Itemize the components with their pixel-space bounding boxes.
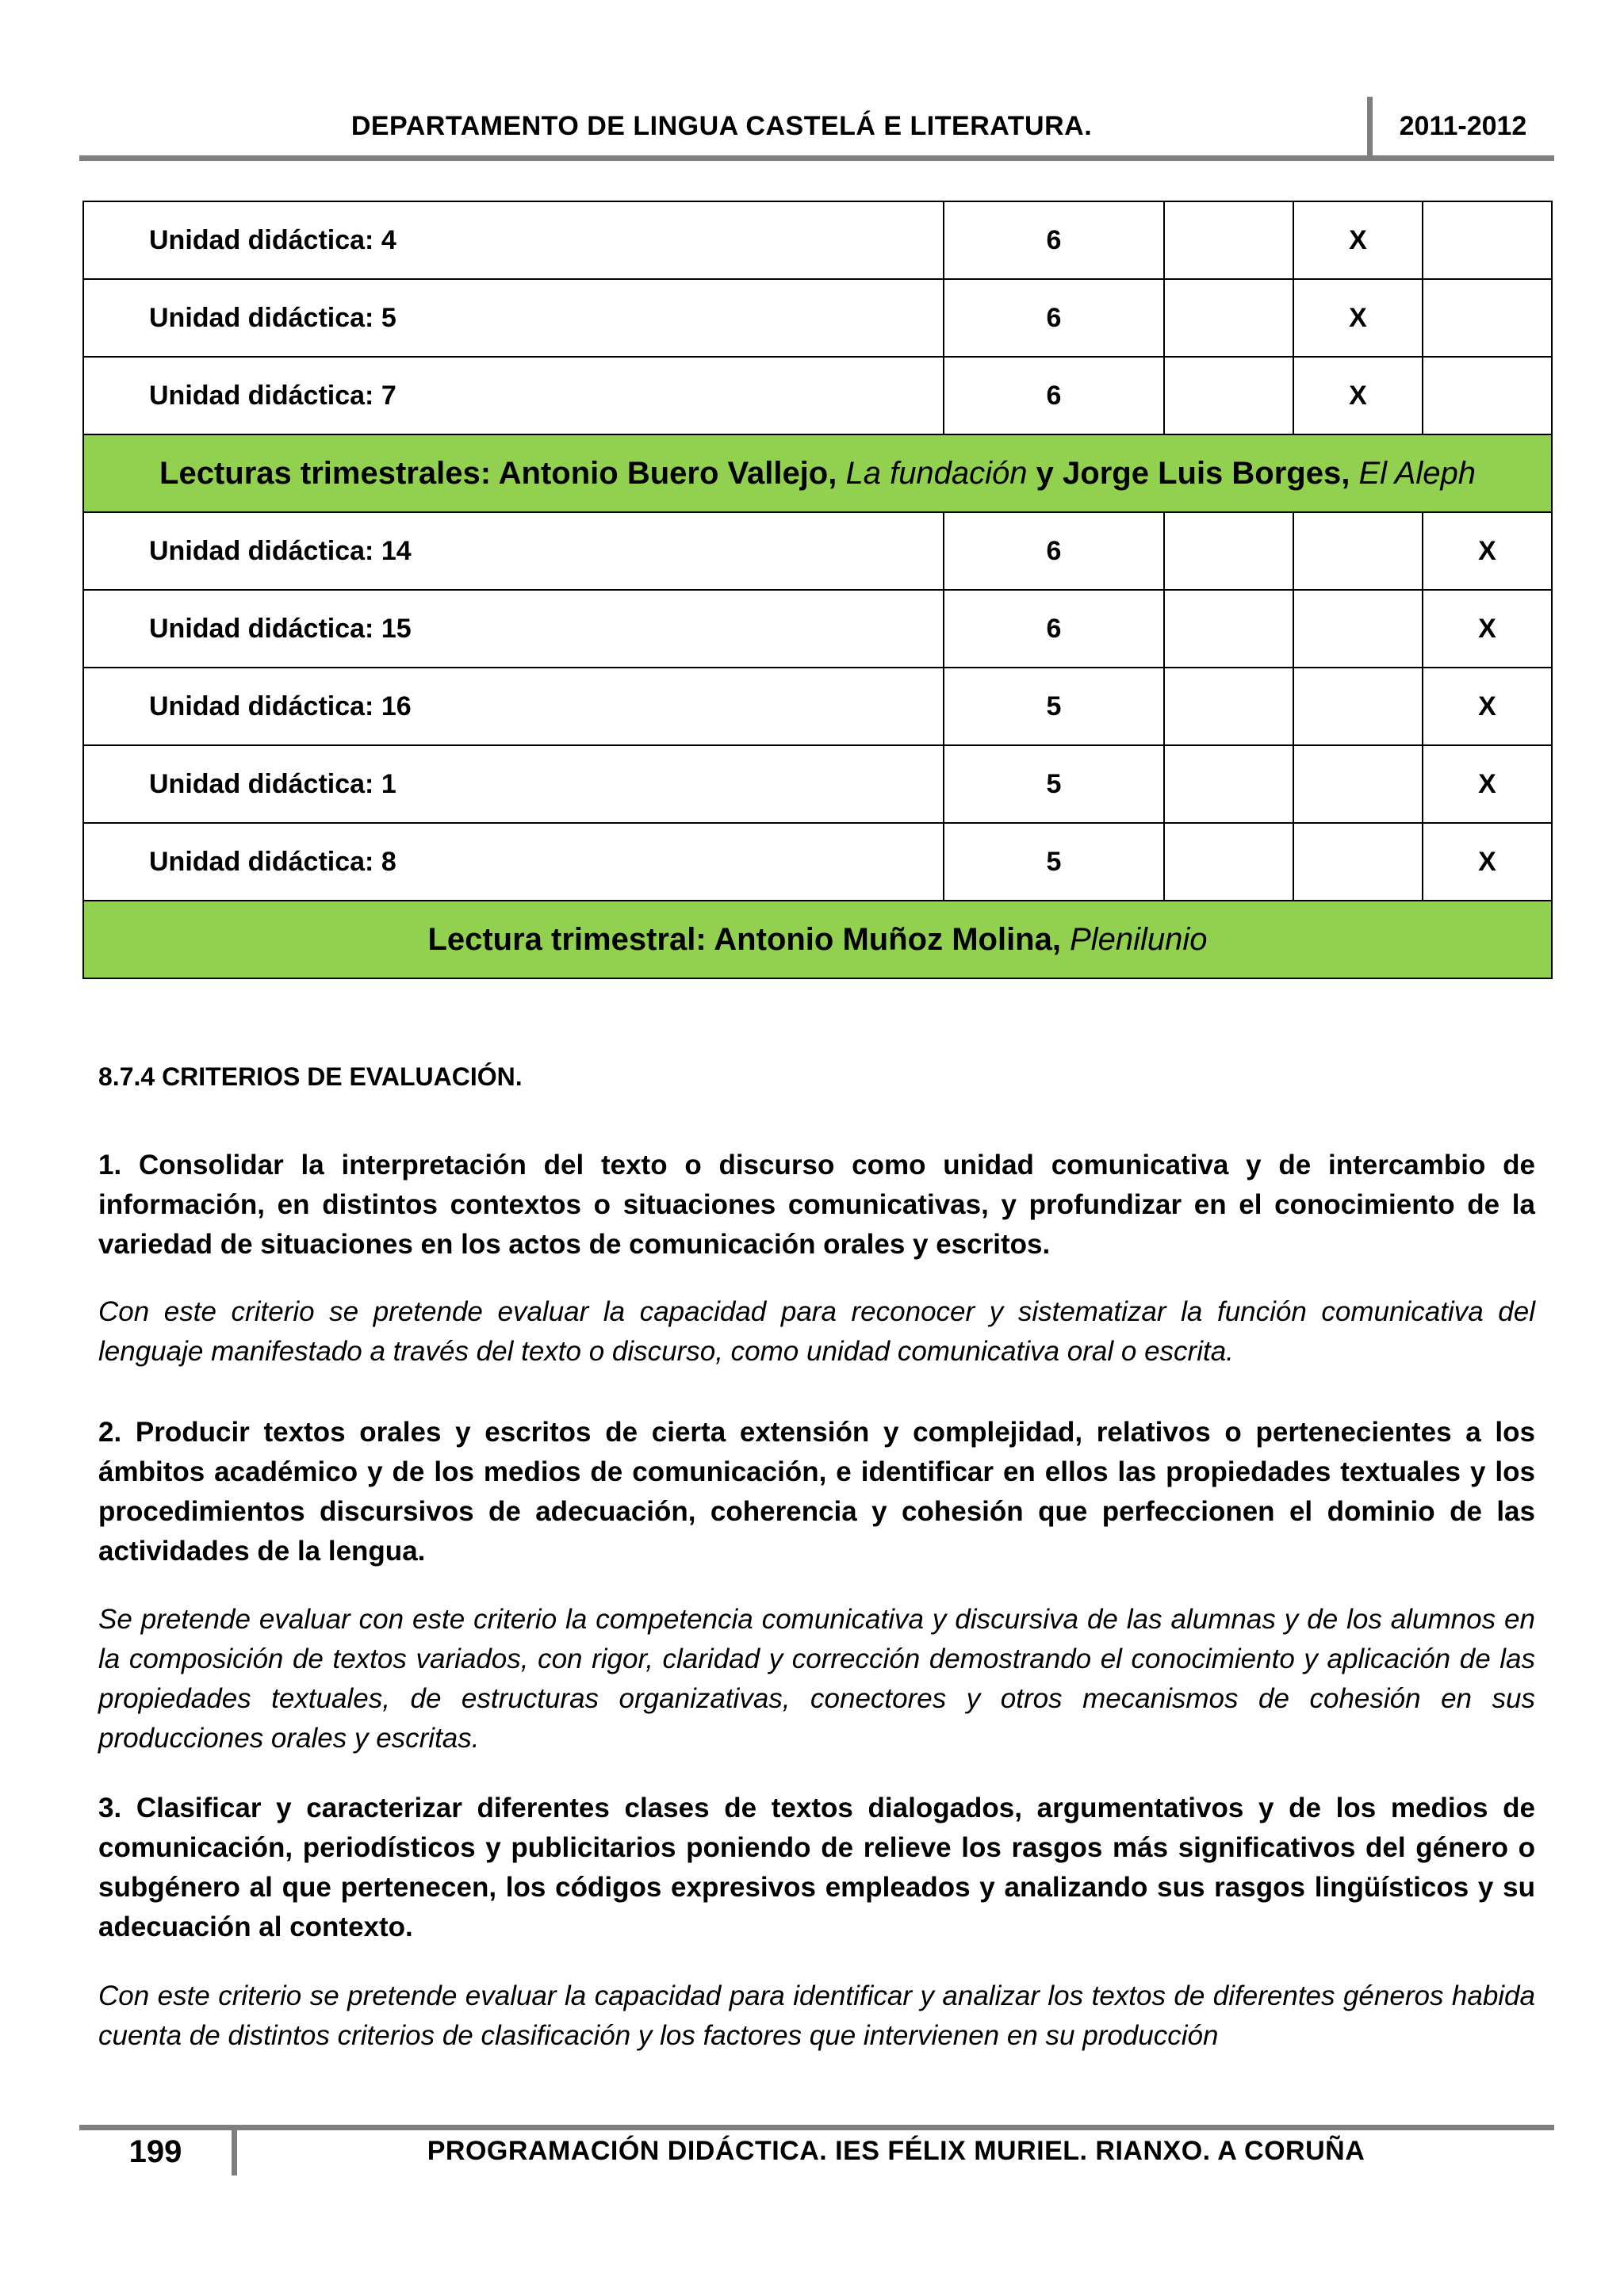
reading-band-row	[83, 901, 1552, 978]
criterion-explanation: Se pretende evaluar con este criterio la competencia comunicativa y discursiva de las alumnas y de los alumnos en la composición de textos variados, con rigor, claridad y corrección demostrando el conocimiento y aplicación de las propiedades textuales, de estructuras organizativas, conectores y otros mecanismos de cohesión en sus producciones orales y escritas.	[98, 1604, 1535, 1754]
header-rule	[79, 155, 1554, 161]
unit-cell: Unidad didáctica: 7	[83, 357, 944, 434]
sessions-cell: 6	[944, 279, 1164, 357]
footer-text: PROGRAMACIÓN DIDÁCTICA. IES FÉLIX MURIEL. RIANXO. A CORUÑA	[427, 2136, 1365, 2166]
term-2-cell	[1293, 745, 1423, 823]
table-row	[83, 357, 1552, 434]
sessions-cell: 5	[944, 668, 1164, 745]
term-2-cell	[1293, 823, 1423, 901]
section-title: 8.7.4 CRITERIOS DE EVALUACIÓN.	[98, 1062, 523, 1091]
table-row	[83, 201, 1552, 279]
unit-cell: Unidad didáctica: 16	[83, 668, 944, 745]
term-3-cell: X	[1423, 668, 1552, 745]
table-row	[83, 745, 1552, 823]
term-1-cell	[1164, 823, 1293, 901]
header-department: DEPARTAMENTO DE LINGUA CASTELÁ E LITERATURA.	[350, 111, 1093, 141]
term-3-cell	[1423, 279, 1552, 357]
term-2-cell	[1293, 590, 1423, 668]
sessions-cell: 5	[944, 745, 1164, 823]
schedule-table	[82, 201, 1553, 979]
reading-band	[83, 901, 1552, 978]
table-row	[83, 512, 1552, 590]
criterion-statement: 3. Clasificar y caracterizar diferentes clases de textos dialogados, argumentativos y de los medios de comunicación, periodísticos y publicitarios poniendo de relieve los rasgos más significativos del género o subgénero al que pertenecen, los códigos expresivos empleados y analizando sus rasgos lingüísticos y su adecuación al contexto.	[98, 1793, 1535, 1942]
unit-cell: Unidad didáctica: 1	[83, 745, 944, 823]
term-1-cell	[1164, 512, 1293, 590]
sessions-cell: 6	[944, 357, 1164, 434]
term-3-cell	[1423, 201, 1552, 279]
criterion-explanation: Con este criterio se pretende evaluar la capacidad para reconocer y sistematizar la función comunicativa del lenguaje manifestado a través del texto o discurso, como unidad comunicativa oral o escrita.	[98, 1296, 1535, 1367]
unit-cell: Unidad didáctica: 15	[83, 590, 944, 668]
term-3-cell: X	[1423, 823, 1552, 901]
term-3-cell	[1423, 357, 1552, 434]
reading-work-title: Plenilunio	[1070, 921, 1208, 957]
term-2-cell	[1293, 512, 1423, 590]
reading-band-connector: y Jorge Luis Borges,	[1027, 455, 1359, 491]
unit-cell: Unidad didáctica: 14	[83, 512, 944, 590]
reading-band-prefix: Lecturas trimestrales: Antonio Buero Vallejo,	[159, 455, 846, 491]
term-2-cell	[1293, 668, 1423, 745]
header-year: 2011-2012	[1399, 111, 1527, 141]
sessions-cell: 6	[944, 590, 1164, 668]
page-number: 199	[128, 2134, 182, 2169]
header-separator	[1367, 97, 1373, 160]
term-1-cell	[1164, 745, 1293, 823]
term-1-cell	[1164, 279, 1293, 357]
footer-rule	[79, 2125, 1554, 2130]
term-2-cell: X	[1293, 201, 1423, 279]
term-1-cell	[1164, 357, 1293, 434]
unit-cell: Unidad didáctica: 4	[83, 201, 944, 279]
criterion-explanation: Con este criterio se pretende evaluar la capacidad para identificar y analizar los textos de diferentes géneros habida cuenta de distintos criterios de clasificación y los factores que intervienen en su producción	[98, 1980, 1535, 2051]
term-3-cell: X	[1423, 512, 1552, 590]
table-row	[83, 823, 1552, 901]
unit-cell: Unidad didáctica: 5	[83, 279, 944, 357]
term-1-cell	[1164, 668, 1293, 745]
term-3-cell: X	[1423, 745, 1552, 823]
table-row	[83, 279, 1552, 357]
table-row	[83, 668, 1552, 745]
term-2-cell: X	[1293, 357, 1423, 434]
criterion-statement: 2. Producir textos orales y escritos de cierta extensión y complejidad, relativos o pertenecientes a los ámbitos académico y de los medios de comunicación, e identificar en ellos las propiedades textuales y los procedimientos discursivos de adecuación, coherencia y cohesión que perfeccionen el dominio de las actividades de la lengua.	[98, 1417, 1535, 1567]
unit-cell: Unidad didáctica: 8	[83, 823, 944, 901]
criterion-statement: 1. Consolidar la interpretación del texto o discurso como unidad comunicativa y de intercambio de información, en distintos contextos o situaciones comunicativas, y profundizar en el conocimiento de la variedad de situaciones en los actos de comunicación orales y escritos.	[98, 1150, 1535, 1260]
footer-separator	[232, 2125, 237, 2175]
reading-band-row	[83, 434, 1552, 512]
reading-work-title: La fundación	[845, 455, 1028, 491]
sessions-cell: 6	[944, 201, 1164, 279]
reading-band	[83, 434, 1552, 512]
term-3-cell: X	[1423, 590, 1552, 668]
term-1-cell	[1164, 201, 1293, 279]
sessions-cell: 5	[944, 823, 1164, 901]
term-1-cell	[1164, 590, 1293, 668]
sessions-cell: 6	[944, 512, 1164, 590]
reading-work-title: El Aleph	[1358, 455, 1476, 491]
reading-band-prefix: Lectura trimestral: Antonio Muñoz Molina,	[427, 921, 1071, 957]
term-2-cell: X	[1293, 279, 1423, 357]
table-row	[83, 590, 1552, 668]
